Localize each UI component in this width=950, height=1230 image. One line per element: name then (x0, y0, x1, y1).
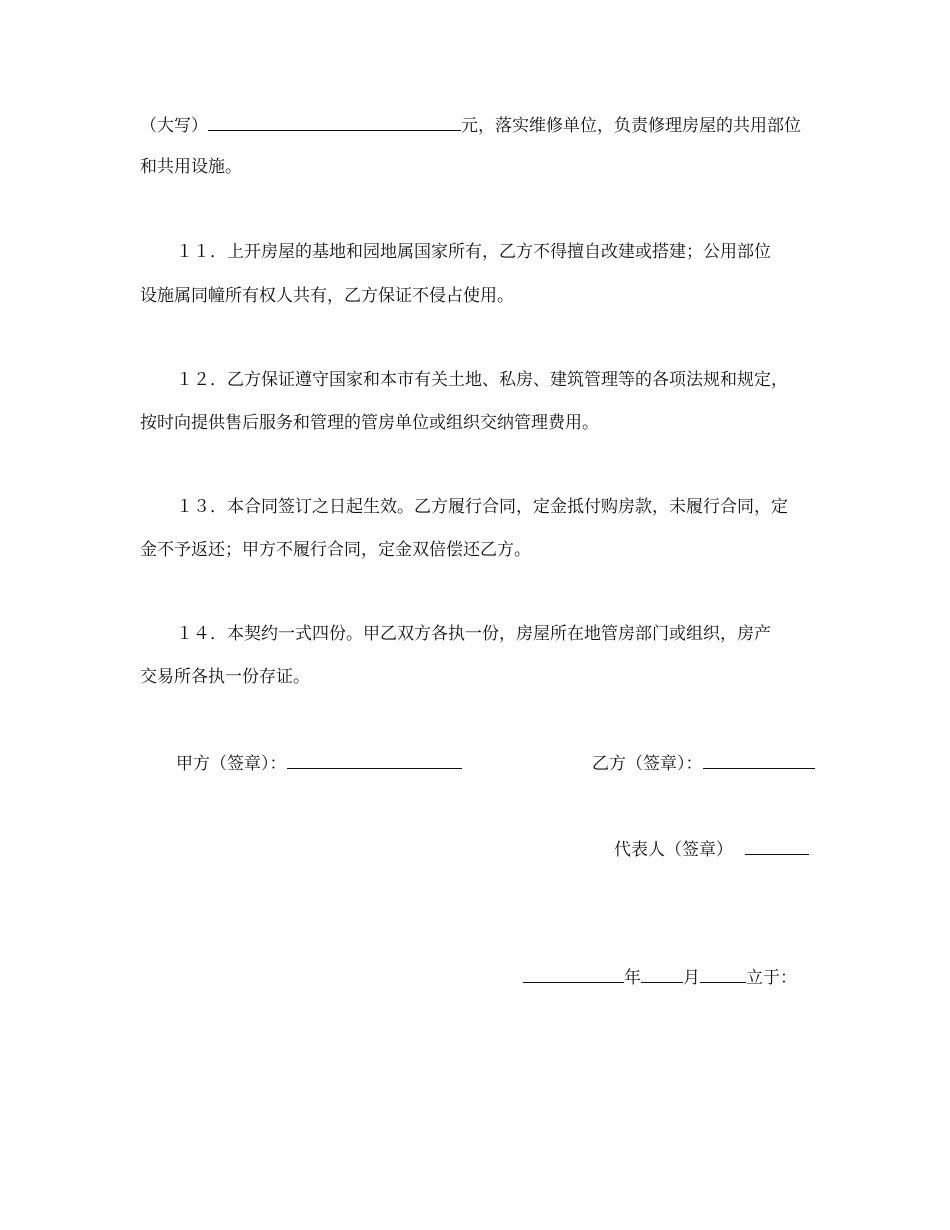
paragraph-13-line-1: １３．本合同签订之日起生效。乙方履行合同，定金抵付购房款，未履行合同，定 (176, 497, 788, 517)
paragraph-10-line-2: 和共用设施。 (140, 157, 242, 177)
date-line (523, 964, 797, 990)
month-blank (641, 964, 683, 983)
paragraph-12-line-2: 按时向提供售后服务和管理的管房单位或组织交纳管理费用。 (140, 413, 599, 433)
year-blank (523, 964, 624, 983)
paragraph-14-line-2: 交易所各执一份存证。 (140, 667, 310, 687)
paragraph-10-line-1 (140, 112, 801, 138)
paragraph-11-line-2: 设施属同幢所有权人共有，乙方保证不侵占使用。 (140, 286, 514, 306)
representative-signature (614, 836, 809, 862)
day-blank (700, 964, 746, 983)
party-b-label: 乙方（签章）： (592, 754, 703, 774)
paragraph-13-line-2: 金不予返还；甲方不履行合同，定金双倍偿还乙方。 (140, 540, 531, 560)
amount-blank (208, 112, 461, 131)
paragraph-14-line-1: １４．本契约一式四份。甲乙双方各执一份，房屋所在地管房部门或组织，房产 (176, 624, 771, 644)
representative-signature-blank (745, 836, 809, 855)
party-a-signature (176, 750, 462, 776)
representative-label: 代表人（签章） (614, 840, 733, 860)
year-label: 年 (624, 968, 641, 988)
paragraph-12-line-1: １２．乙方保证遵守国家和本市有关土地、私房、建筑管理等的各项法规和规定， (176, 370, 788, 390)
paragraph-11-line-1: １１．上开房屋的基地和园地属国家所有，乙方不得擅自改建或搭建；公用部位 (176, 242, 771, 262)
party-b-signature (592, 750, 815, 776)
amount-suffix: 元，落实维修单位，负责修理房屋的共用部位 (461, 116, 801, 136)
party-a-signature-blank (287, 750, 462, 769)
party-b-signature-blank (703, 750, 815, 769)
month-label: 月 (683, 968, 700, 988)
party-a-label: 甲方（签章）： (176, 754, 287, 774)
amount-prefix: （大写） (140, 116, 208, 136)
established-label: 立于： (746, 968, 797, 988)
